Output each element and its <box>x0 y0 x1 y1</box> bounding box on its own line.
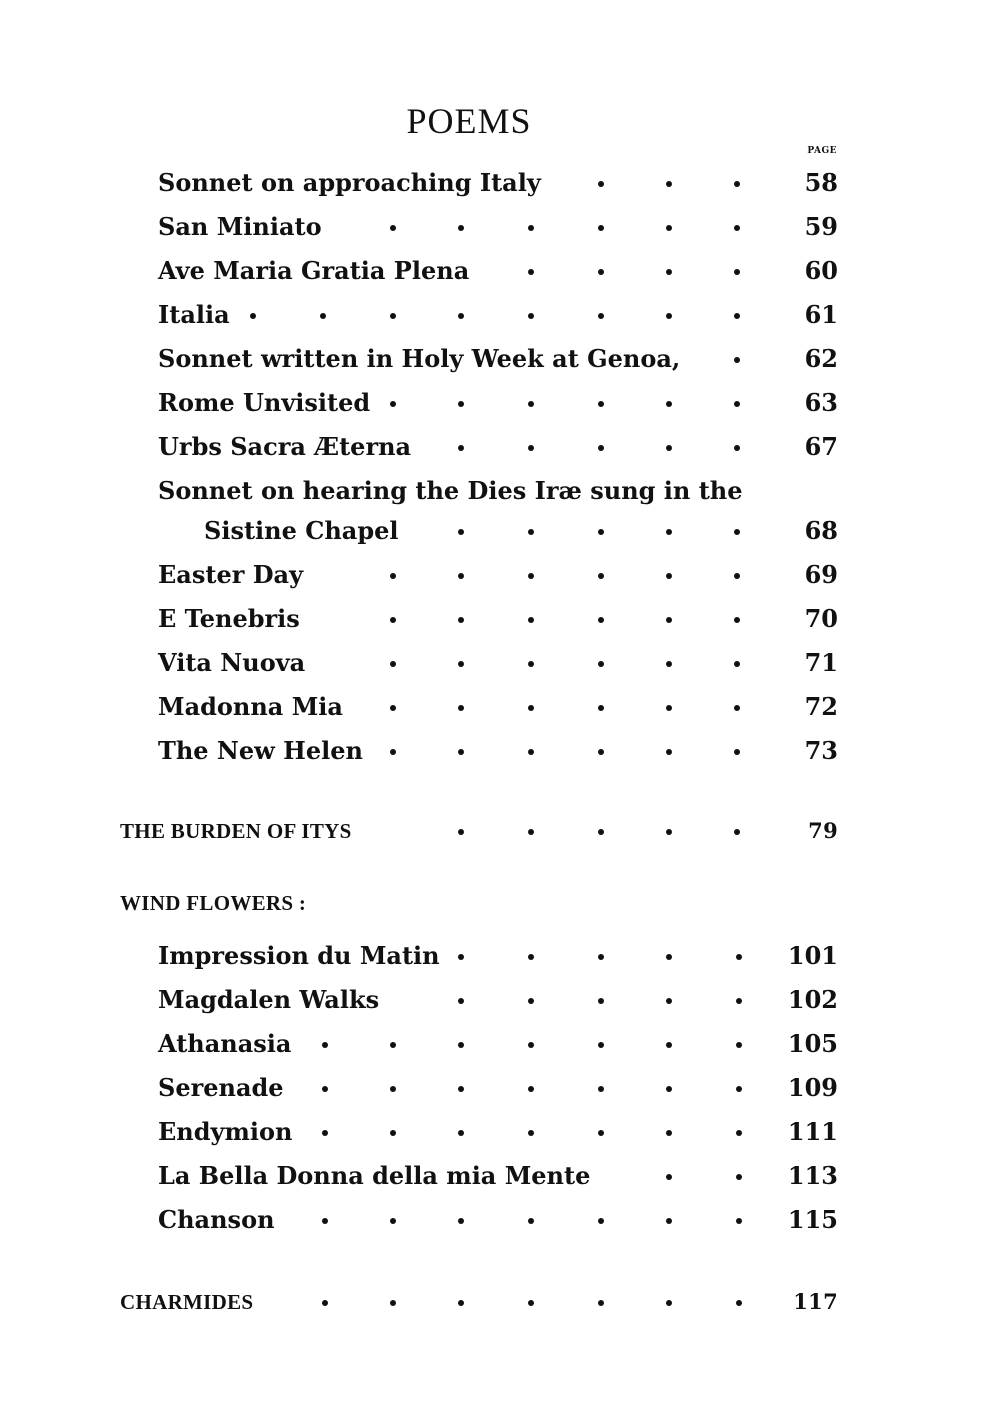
leader-dot <box>666 705 672 711</box>
toc-entry <box>158 163 838 203</box>
entry-title: Endymion <box>158 1117 293 1146</box>
leader-dot <box>598 573 604 579</box>
leader-dot <box>528 1218 534 1224</box>
entry-page-number: 117 <box>793 1289 838 1314</box>
toc-entry <box>158 383 838 423</box>
toc-entry <box>158 339 838 379</box>
leader-dot <box>322 1130 328 1136</box>
leader-dot <box>322 1218 328 1224</box>
leader-dot <box>666 1130 672 1136</box>
toc-entry <box>158 555 838 595</box>
leader-dot <box>666 1300 672 1306</box>
leader-dot <box>458 829 464 835</box>
leader-dot <box>666 529 672 535</box>
entry-page-number: 73 <box>804 736 838 765</box>
leader-dot <box>528 829 534 835</box>
leader-dot <box>598 225 604 231</box>
entry-title: Madonna Mia <box>158 692 343 721</box>
entry-title: Sonnet on hearing the Dies Iræ sung in the <box>158 476 743 505</box>
leader-dot <box>666 661 672 667</box>
toc-entry <box>158 599 838 639</box>
entry-page-number: 72 <box>804 692 838 721</box>
leader-dot <box>734 401 740 407</box>
toc-entry <box>158 1200 838 1240</box>
entry-title: La Bella Donna della mia Mente <box>158 1161 591 1190</box>
leader-dot <box>736 998 742 1004</box>
toc-entry <box>158 251 838 291</box>
leader-dot <box>666 181 672 187</box>
leader-dot <box>736 1300 742 1306</box>
leader-dot <box>528 269 534 275</box>
leader-dot <box>666 401 672 407</box>
entry-title: Magdalen Walks <box>158 985 380 1014</box>
leader-dot <box>458 445 464 451</box>
leader-dot <box>250 313 256 319</box>
toc-entry <box>158 643 838 683</box>
leader-dot <box>734 661 740 667</box>
leader-dot <box>734 357 740 363</box>
entry-page-number: 60 <box>804 256 838 285</box>
entry-page-number: 58 <box>804 168 838 197</box>
page-column-label: PAGE <box>807 146 837 156</box>
entry-page-number: 101 <box>787 941 838 970</box>
entry-title: Easter Day <box>158 560 304 589</box>
leader-dot <box>734 749 740 755</box>
leader-dot <box>528 749 534 755</box>
leader-dot <box>666 445 672 451</box>
leader-dot <box>528 1130 534 1136</box>
section-title: CHARMIDES <box>120 1290 254 1314</box>
leader-dot <box>322 1042 328 1048</box>
leader-dot <box>528 1086 534 1092</box>
leader-dot <box>528 1042 534 1048</box>
leader-dot <box>528 445 534 451</box>
leader-dot <box>734 529 740 535</box>
leader-dot <box>666 617 672 623</box>
leader-dot <box>390 617 396 623</box>
entry-title: Italia <box>158 300 230 329</box>
toc-entry <box>158 1024 838 1064</box>
leader-dot <box>666 313 672 319</box>
leader-dot <box>458 1218 464 1224</box>
toc-entry-line-2 <box>158 511 838 551</box>
leader-dot <box>322 1300 328 1306</box>
leader-dot <box>528 401 534 407</box>
entry-page-number: 105 <box>787 1029 838 1058</box>
leader-dot <box>458 225 464 231</box>
toc-entry <box>158 980 838 1020</box>
leader-dot <box>598 954 604 960</box>
toc-entry <box>158 207 838 247</box>
leader-dot <box>458 705 464 711</box>
entry-page-number: 59 <box>804 212 838 241</box>
leader-dot <box>528 225 534 231</box>
leader-dot <box>666 1218 672 1224</box>
leader-dot <box>734 181 740 187</box>
leader-dot <box>666 749 672 755</box>
toc-section-entry <box>120 811 838 851</box>
leader-dot <box>598 1042 604 1048</box>
leader-dot <box>598 1218 604 1224</box>
leader-dot <box>666 954 672 960</box>
leader-dot <box>598 269 604 275</box>
leader-dot <box>390 1086 396 1092</box>
page-title: POEMS <box>406 101 532 141</box>
leader-dot <box>528 617 534 623</box>
entry-title: Chanson <box>158 1205 275 1234</box>
leader-dot <box>598 529 604 535</box>
leader-dot <box>598 998 604 1004</box>
entry-title: Sonnet written in Holy Week at Genoa, <box>158 344 681 373</box>
entry-page-number: 61 <box>804 300 838 329</box>
entry-title: E Tenebris <box>158 604 300 633</box>
leader-dot <box>598 749 604 755</box>
leader-dot <box>458 617 464 623</box>
leader-dot <box>390 1130 396 1136</box>
entry-page-number: 71 <box>804 648 838 677</box>
leader-dot <box>390 573 396 579</box>
leader-dot <box>736 1174 742 1180</box>
leader-dot <box>736 1042 742 1048</box>
leader-dot <box>598 705 604 711</box>
leader-dot <box>734 829 740 835</box>
leader-dot <box>598 445 604 451</box>
entry-page-number: 115 <box>787 1205 838 1234</box>
toc-entry <box>158 687 838 727</box>
entry-page-number: 68 <box>804 516 838 545</box>
leader-dot <box>390 749 396 755</box>
leader-dot <box>736 1218 742 1224</box>
leader-dot <box>390 1218 396 1224</box>
entry-title-continued: Sistine Chapel <box>204 516 399 545</box>
leader-dot <box>458 1086 464 1092</box>
leader-dot <box>458 313 464 319</box>
entry-title: Impression du Matin <box>158 941 440 970</box>
entry-title: Athanasia <box>158 1029 292 1058</box>
entry-page-number: 62 <box>804 344 838 373</box>
leader-dot <box>458 1130 464 1136</box>
section-title: THE BURDEN OF ITYS <box>120 819 352 843</box>
leader-dot <box>734 269 740 275</box>
leader-dot <box>390 401 396 407</box>
toc-entry <box>158 731 838 771</box>
leader-dot <box>458 661 464 667</box>
entry-title: Sonnet on approaching Italy <box>158 168 541 197</box>
toc-entry <box>158 1112 838 1152</box>
leader-dot <box>458 749 464 755</box>
leader-dot <box>528 1300 534 1306</box>
entry-title: Urbs Sacra Æterna <box>158 432 412 461</box>
leader-dot <box>390 225 396 231</box>
entry-title: Rome Unvisited <box>158 388 371 417</box>
leader-dot <box>390 1042 396 1048</box>
entry-title: Ave Maria Gratia Plena <box>158 256 470 285</box>
toc-entry <box>158 1156 838 1196</box>
entry-page-number: 63 <box>804 388 838 417</box>
leader-dot <box>528 705 534 711</box>
leader-dot <box>598 661 604 667</box>
leader-dot <box>598 313 604 319</box>
entry-page-number: 70 <box>804 604 838 633</box>
leader-dot <box>734 445 740 451</box>
leader-dot <box>734 573 740 579</box>
entry-title: Serenade <box>158 1073 284 1102</box>
entry-page-number: 102 <box>787 985 838 1014</box>
leader-dot <box>598 181 604 187</box>
leader-dot <box>666 998 672 1004</box>
leader-dot <box>528 661 534 667</box>
leader-dot <box>666 225 672 231</box>
toc-entry <box>158 427 838 467</box>
entry-title: Vita Nuova <box>158 648 306 677</box>
leader-dot <box>666 1042 672 1048</box>
entry-page-number: 69 <box>804 560 838 589</box>
entry-title: The New Helen <box>158 736 363 765</box>
leader-dot <box>390 313 396 319</box>
leader-dot <box>598 1300 604 1306</box>
leader-dot <box>390 661 396 667</box>
leader-dot <box>736 1086 742 1092</box>
leader-dot <box>390 705 396 711</box>
leader-dot <box>458 573 464 579</box>
leader-dot <box>734 225 740 231</box>
leader-dot <box>458 529 464 535</box>
toc-entry <box>158 936 838 976</box>
section-heading: WIND FLOWERS : <box>120 891 307 915</box>
leader-dot <box>598 617 604 623</box>
leader-dot <box>666 269 672 275</box>
leader-dot <box>666 1174 672 1180</box>
leader-dot <box>528 529 534 535</box>
entry-title: San Miniato <box>158 212 322 241</box>
leader-dot <box>528 573 534 579</box>
leader-dot <box>666 573 672 579</box>
toc-entry <box>158 295 838 335</box>
leader-dot <box>458 401 464 407</box>
leader-dot <box>666 829 672 835</box>
leader-dot <box>734 705 740 711</box>
leader-dot <box>390 1300 396 1306</box>
leader-dot <box>458 1042 464 1048</box>
entry-page-number: 111 <box>787 1117 838 1146</box>
leader-dot <box>734 617 740 623</box>
leader-dot <box>458 1300 464 1306</box>
leader-dot <box>528 954 534 960</box>
leader-dot <box>734 313 740 319</box>
entry-page-number: 67 <box>804 432 838 461</box>
toc-entry <box>158 1068 838 1108</box>
leader-dot <box>598 1086 604 1092</box>
leader-dot <box>598 1130 604 1136</box>
leader-dot <box>528 998 534 1004</box>
leader-dot <box>736 954 742 960</box>
leader-dot <box>528 313 534 319</box>
leader-dot <box>322 1086 328 1092</box>
leader-dot <box>458 998 464 1004</box>
toc-section-entry <box>120 1282 838 1322</box>
entry-page-number: 113 <box>787 1161 838 1190</box>
leader-dot <box>598 829 604 835</box>
leader-dot <box>666 1086 672 1092</box>
entry-page-number: 79 <box>808 818 838 843</box>
leader-dot <box>736 1130 742 1136</box>
toc-entry-line-1 <box>158 471 838 511</box>
leader-dot <box>598 401 604 407</box>
leader-dot <box>458 954 464 960</box>
leader-dot <box>320 313 326 319</box>
entry-page-number: 109 <box>787 1073 838 1102</box>
